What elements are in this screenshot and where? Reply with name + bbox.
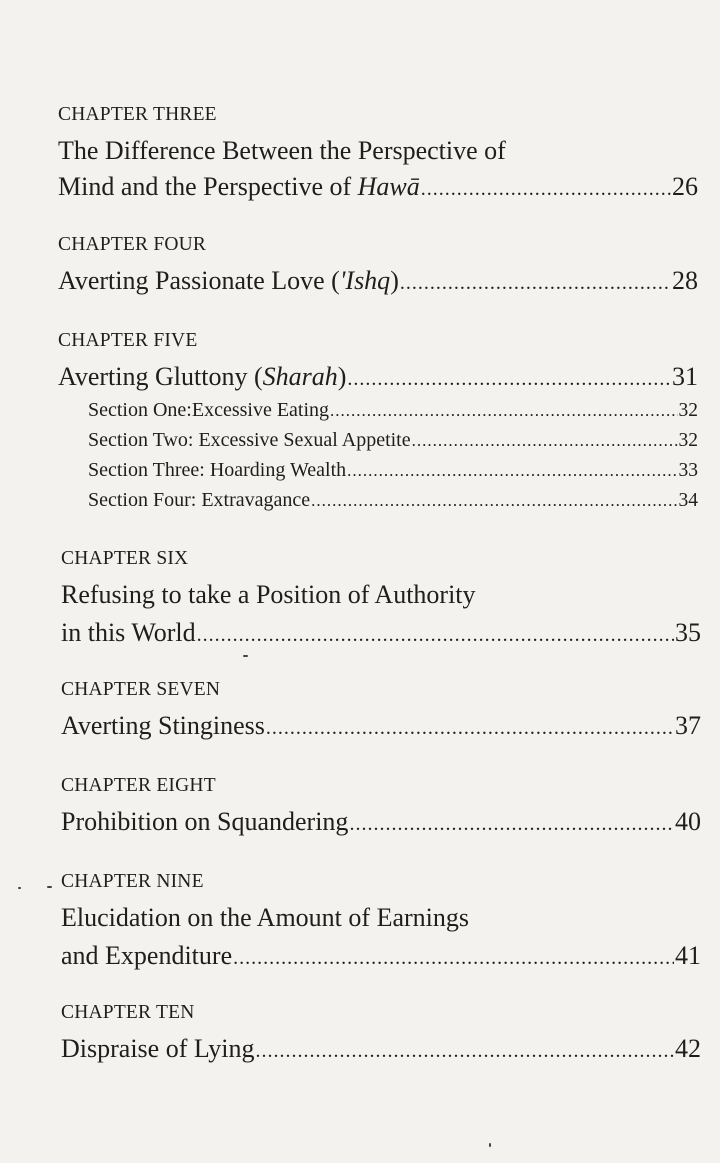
chapter-title-continued: and Expenditure bbox=[61, 941, 233, 970]
scan-speck bbox=[489, 1143, 491, 1147]
page-number: 32 bbox=[678, 430, 698, 451]
toc-section-entry[interactable] bbox=[58, 485, 698, 515]
toc-section-entry[interactable] bbox=[58, 425, 698, 455]
chapter-title: Averting Passionate Love ('Ishq) bbox=[58, 266, 399, 295]
dot-leader bbox=[256, 1033, 674, 1069]
page-number: 40 bbox=[675, 807, 701, 836]
dot-leader bbox=[349, 806, 674, 842]
section-title: Section Three: Hoarding Wealth bbox=[88, 459, 347, 481]
dot-leader bbox=[400, 265, 671, 301]
chapter-title-continued: Mind and the Perspective of Hawā bbox=[58, 172, 420, 201]
section-title: Section Four: Extravagance bbox=[88, 489, 311, 511]
toc-entry[interactable] bbox=[58, 359, 698, 395]
dot-leader bbox=[347, 456, 677, 486]
chapter-label: CHAPTER THREE bbox=[58, 104, 217, 125]
page-number: 33 bbox=[678, 460, 698, 481]
chapter-label: CHAPTER SIX bbox=[61, 548, 189, 569]
page-number: 41 bbox=[675, 941, 701, 970]
toc-entry[interactable] bbox=[61, 1031, 701, 1067]
page-number: 28 bbox=[672, 266, 698, 295]
chapter-title: Prohibition on Squandering bbox=[61, 807, 349, 836]
dot-leader bbox=[412, 426, 678, 456]
toc-entry[interactable] bbox=[61, 804, 701, 840]
scan-speck bbox=[243, 655, 248, 657]
chapter-label: CHAPTER EIGHT bbox=[61, 775, 216, 796]
page-number: 34 bbox=[678, 490, 698, 511]
toc-section-entry[interactable] bbox=[58, 455, 698, 485]
dot-leader bbox=[197, 617, 674, 653]
scan-speck bbox=[47, 886, 52, 888]
page-number: 35 bbox=[675, 618, 701, 647]
toc-entry[interactable] bbox=[61, 615, 701, 651]
chapter-five bbox=[58, 329, 698, 515]
chapter-label: CHAPTER FOUR bbox=[58, 234, 207, 255]
chapter-title: Averting Gluttony (Sharah) bbox=[58, 362, 347, 391]
page-number: 42 bbox=[675, 1034, 701, 1063]
dot-leader bbox=[421, 171, 671, 207]
chapter-title: The Difference Between the Perspective of bbox=[58, 136, 506, 165]
chapter-seven bbox=[61, 678, 701, 744]
chapter-ten bbox=[61, 1001, 701, 1067]
dot-leader bbox=[330, 396, 677, 426]
chapter-label: CHAPTER NINE bbox=[61, 871, 204, 892]
toc-entry[interactable] bbox=[58, 263, 698, 299]
section-title: Section One:Excessive Eating bbox=[88, 399, 330, 421]
page-number: 32 bbox=[678, 400, 698, 421]
dot-leader bbox=[266, 710, 674, 746]
chapter-label: CHAPTER FIVE bbox=[58, 330, 198, 351]
chapter-label: CHAPTER TEN bbox=[61, 1002, 195, 1023]
chapter-six bbox=[61, 547, 701, 651]
scan-speck bbox=[18, 887, 21, 889]
section-title: Section Two: Excessive Sexual Appetite bbox=[88, 429, 411, 451]
chapter-eight bbox=[61, 774, 701, 840]
chapter-title: Refusing to take a Position of Authority bbox=[61, 580, 476, 609]
dot-leader bbox=[311, 486, 677, 516]
page-number: 26 bbox=[672, 172, 698, 201]
chapter-title: Elucidation on the Amount of Earnings bbox=[61, 903, 469, 932]
toc-section-entry[interactable] bbox=[58, 395, 698, 425]
chapter-title: Dispraise of Lying bbox=[61, 1034, 255, 1063]
chapter-title: Averting Stinginess bbox=[61, 711, 265, 740]
page-number: 37 bbox=[675, 711, 701, 740]
chapter-title-continued: in this World bbox=[61, 618, 196, 647]
chapter-three bbox=[58, 103, 698, 205]
toc-entry[interactable] bbox=[61, 938, 701, 974]
page-number: 31 bbox=[672, 362, 698, 391]
chapter-nine bbox=[61, 870, 701, 974]
toc-entry[interactable] bbox=[58, 169, 698, 205]
dot-leader bbox=[233, 940, 674, 976]
dot-leader bbox=[347, 361, 671, 397]
toc-entry[interactable] bbox=[61, 708, 701, 744]
chapter-four bbox=[58, 233, 698, 299]
chapter-label: CHAPTER SEVEN bbox=[61, 679, 221, 700]
